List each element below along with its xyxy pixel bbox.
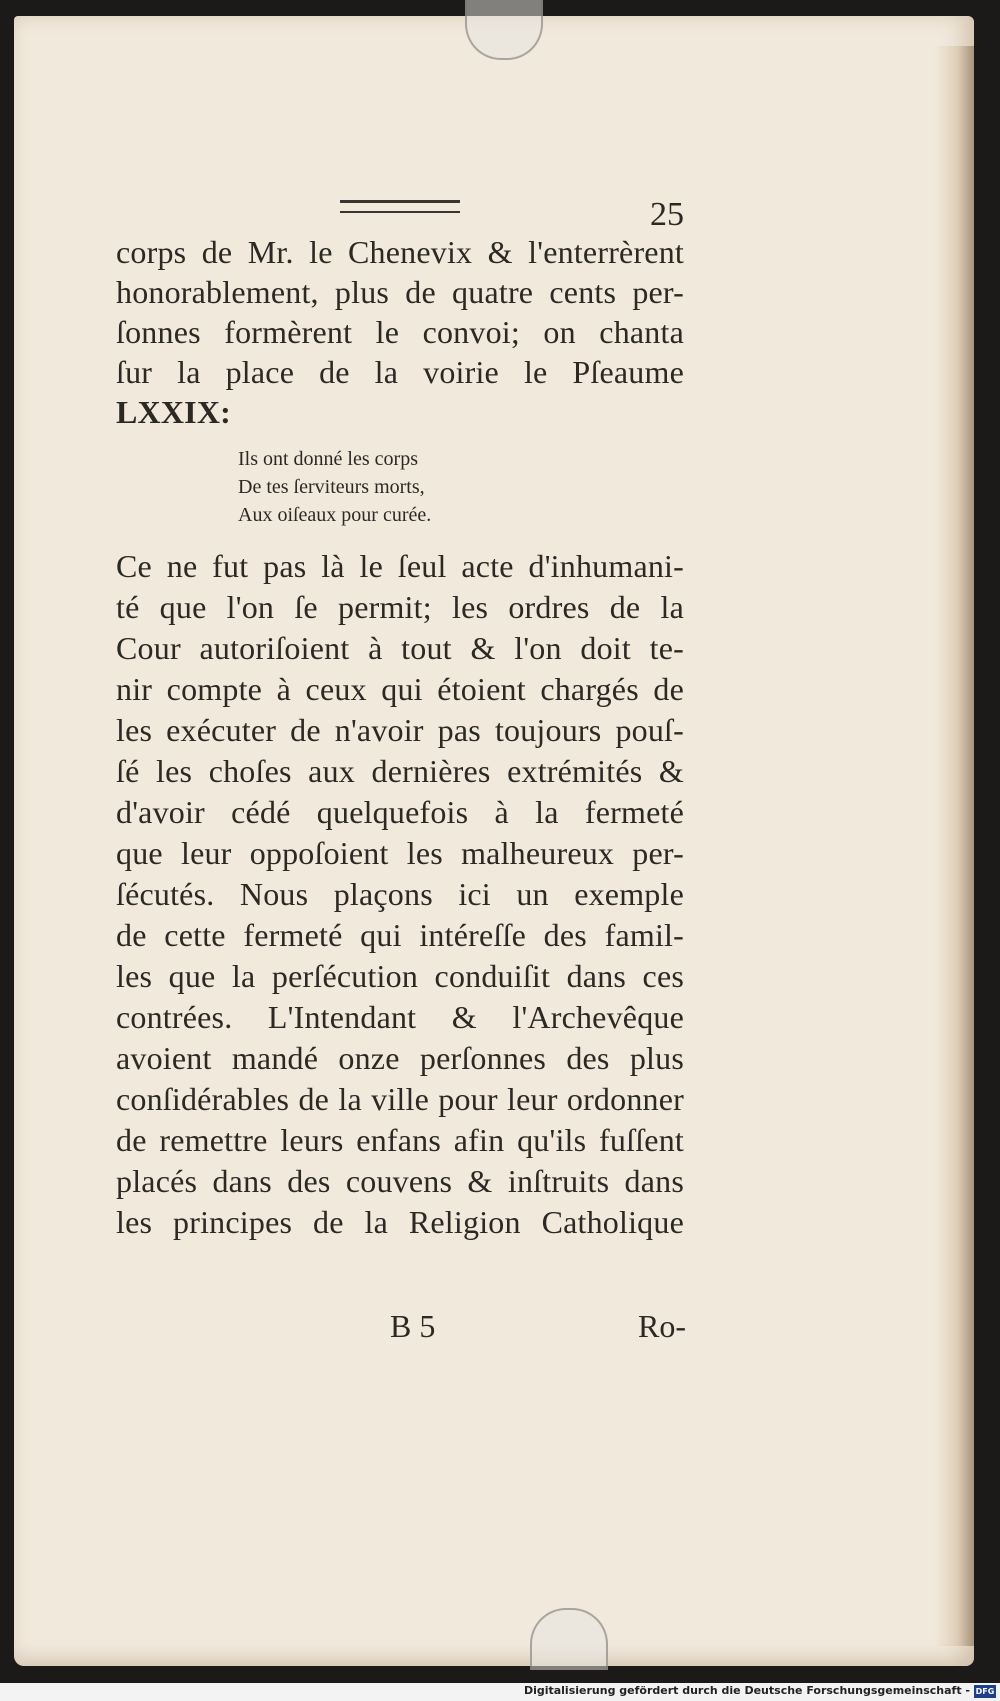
text-line: corps de Mr. le Chenevix & l'enterrèrent [116,234,684,270]
text-line: honorablement, plus de quatre cents per- [116,274,684,310]
text-line: contrées. L'Intendant & l'Archevêque [116,999,684,1035]
text-line: Ce ne fut pas là le ſeul acte d'inhumani- [116,548,684,584]
text-line: nir compte à ceux qui étoient chargés de [116,671,684,707]
text-line: Cour autoriſoient à tout & l'on doit te- [116,630,684,666]
text-line: les que la perſécution conduiſit dans ces [116,958,684,994]
text-line: que leur oppoſoient les malheureux per- [116,835,684,871]
verse-line: Aux oiſeaux pour curée. [238,504,432,526]
header-rule [340,200,460,213]
catchword: Ro- [638,1308,686,1344]
text-line: de cette fermeté qui intéreſſe des famil- [116,917,684,953]
text-line: ſé les choſes aux dernières extrémités & [116,753,684,789]
verse-line: Ils ont donné les corps [238,448,418,470]
text-line: de remettre leurs enfans afin qu'ils fuſſent [116,1122,684,1158]
page-number: 25 [650,196,684,233]
page-edge [934,46,974,1646]
text-line: LXXIX: [116,394,231,430]
verse-line: De tes ſerviteurs morts, [238,476,425,498]
text-line: té que l'on ſe permit; les ordres de la [116,589,684,625]
text-line: d'avoir cédé quelquefois à la fermeté [116,794,684,830]
footer-credit: Digitalisierung gefördert durch die Deutsche Forschungsgemeinschaft - [523,1684,970,1697]
clip-bottom [530,1608,608,1670]
text-line: ſonnes formèrent le convoi; on chanta [116,314,684,350]
text-line: les principes de la Religion Catholique [116,1204,684,1240]
text-line: avoient mandé onze perſonnes des plus [116,1040,684,1076]
signature-mark: B 5 [390,1308,436,1344]
text-line: les exécuter de n'avoir pas toujours pouſ- [116,712,684,748]
text-line: placés dans des couvens & inſtruits dans [116,1163,684,1199]
text-line: ſur la place de la voirie le Pſeaume [116,354,684,390]
text-line: ſécutés. Nous plaçons ici un exemple [116,876,684,912]
text-line: conſidérables de la ville pour leur ordonner [116,1081,684,1117]
dfg-logo: DFG [975,1687,995,1696]
